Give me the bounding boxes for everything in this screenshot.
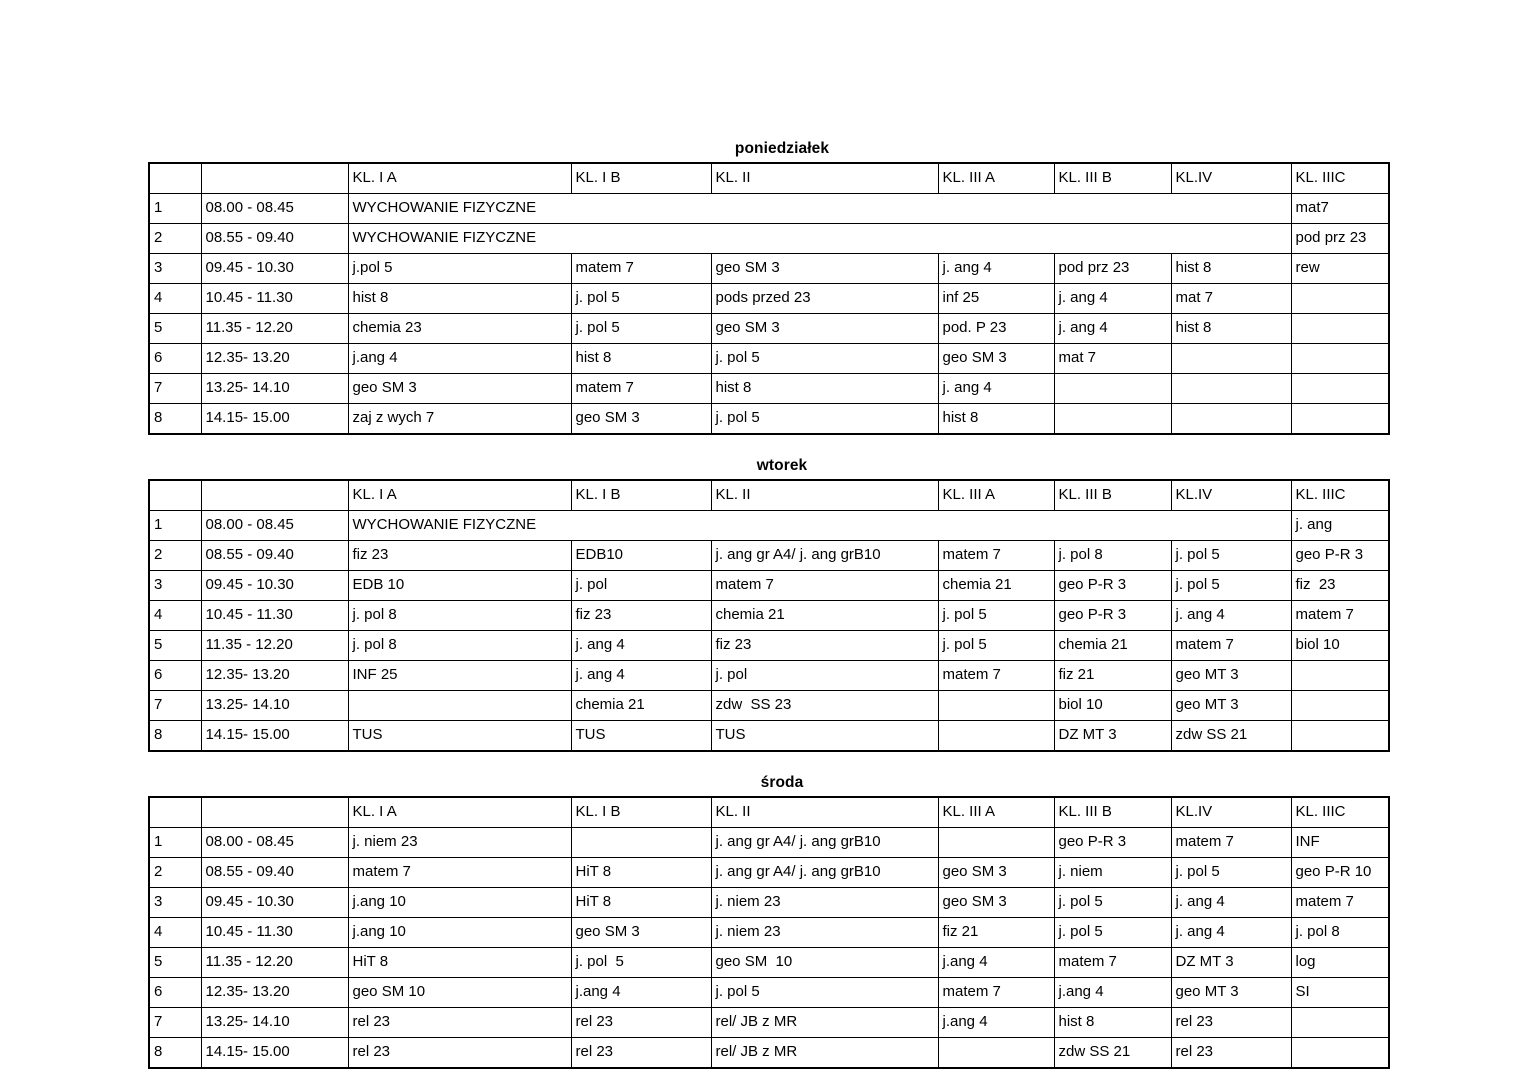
lesson-cell: hist 8 — [571, 344, 711, 374]
lesson-cell — [1171, 344, 1291, 374]
lesson-cell: j.ang 10 — [348, 918, 571, 948]
lesson-cell: j.ang 4 — [938, 948, 1054, 978]
lesson-cell: j. ang 4 — [938, 374, 1054, 404]
table-row — [149, 1038, 1389, 1069]
class-header-0: KL. I A — [348, 480, 571, 511]
merged-lesson-cell: WYCHOWANIE FIZYCZNE — [348, 224, 1291, 254]
period-time: 13.25- 14.10 — [201, 374, 348, 404]
lesson-cell: matem 7 — [938, 978, 1054, 1008]
lesson-cell: j. ang — [1291, 511, 1389, 541]
table-row — [149, 284, 1389, 314]
table-row — [149, 888, 1389, 918]
lesson-cell: TUS — [348, 721, 571, 752]
lesson-cell: rew — [1291, 254, 1389, 284]
period-number: 2 — [149, 224, 201, 254]
lesson-cell: chemia 23 — [348, 314, 571, 344]
lesson-cell: matem 7 — [348, 858, 571, 888]
period-number: 2 — [149, 858, 201, 888]
lesson-cell: j. pol 5 — [1054, 918, 1171, 948]
lesson-cell: chemia 21 — [938, 571, 1054, 601]
period-time: 13.25- 14.10 — [201, 1008, 348, 1038]
lesson-cell: j. pol 5 — [1054, 888, 1171, 918]
lesson-cell: j.ang 4 — [348, 344, 571, 374]
class-header-0: KL. I A — [348, 797, 571, 828]
table-row — [149, 858, 1389, 888]
lesson-cell — [938, 1038, 1054, 1069]
lesson-cell: rel 23 — [571, 1008, 711, 1038]
period-time: 14.15- 15.00 — [201, 721, 348, 752]
lesson-cell: j.ang 4 — [938, 1008, 1054, 1038]
index-header — [149, 480, 201, 511]
period-number: 3 — [149, 571, 201, 601]
lesson-cell: rel/ JB z MR — [711, 1038, 938, 1069]
lesson-cell: geo SM 3 — [711, 254, 938, 284]
lesson-cell — [1291, 374, 1389, 404]
time-header — [201, 480, 348, 511]
lesson-cell: j. pol — [571, 571, 711, 601]
lesson-cell: j. pol 5 — [711, 344, 938, 374]
lesson-cell: fiz 21 — [938, 918, 1054, 948]
lesson-cell: j. niem 23 — [711, 918, 938, 948]
lesson-cell: TUS — [711, 721, 938, 752]
lesson-cell: geo SM 10 — [711, 948, 938, 978]
lesson-cell: j. pol 8 — [348, 601, 571, 631]
lesson-cell: log — [1291, 948, 1389, 978]
table-row — [149, 404, 1389, 435]
class-header-1: KL. I B — [571, 163, 711, 194]
class-header-4: KL. III B — [1054, 480, 1171, 511]
class-header-5: KL.IV — [1171, 163, 1291, 194]
table-row — [149, 661, 1389, 691]
period-time: 08.55 - 09.40 — [201, 858, 348, 888]
lesson-cell — [938, 828, 1054, 858]
lesson-cell: j. pol 5 — [1171, 571, 1291, 601]
class-header-3: KL. III A — [938, 163, 1054, 194]
lesson-cell — [1291, 721, 1389, 752]
period-number: 1 — [149, 828, 201, 858]
period-time: 14.15- 15.00 — [201, 404, 348, 435]
lesson-cell: fiz 23 — [571, 601, 711, 631]
class-header-3: KL. III A — [938, 480, 1054, 511]
lesson-cell — [1291, 344, 1389, 374]
lesson-cell — [571, 828, 711, 858]
period-number: 3 — [149, 254, 201, 284]
lesson-cell: pod. P 23 — [938, 314, 1054, 344]
lesson-cell: j. ang 4 — [1171, 918, 1291, 948]
class-header-1: KL. I B — [571, 480, 711, 511]
period-time: 12.35- 13.20 — [201, 978, 348, 1008]
lesson-cell: j. pol 5 — [711, 404, 938, 435]
period-number: 7 — [149, 1008, 201, 1038]
period-number: 6 — [149, 978, 201, 1008]
lesson-cell: matem 7 — [711, 571, 938, 601]
period-number: 7 — [149, 374, 201, 404]
merged-lesson-cell: WYCHOWANIE FIZYCZNE — [348, 511, 1291, 541]
lesson-cell: geo P-R 3 — [1291, 541, 1389, 571]
lesson-cell: rel 23 — [348, 1008, 571, 1038]
lesson-cell: j. ang 4 — [1054, 284, 1171, 314]
lesson-cell: SI — [1291, 978, 1389, 1008]
lesson-cell: j. ang 4 — [938, 254, 1054, 284]
table-row — [149, 194, 1389, 224]
lesson-cell: hist 8 — [711, 374, 938, 404]
lesson-cell: j. pol 5 — [571, 314, 711, 344]
period-number: 6 — [149, 661, 201, 691]
lesson-cell — [1054, 404, 1171, 435]
lesson-cell: j.ang 4 — [571, 978, 711, 1008]
period-time: 11.35 - 12.20 — [201, 631, 348, 661]
class-header-2: KL. II — [711, 163, 938, 194]
lesson-cell: j. pol 8 — [348, 631, 571, 661]
lesson-cell: j. pol 5 — [938, 601, 1054, 631]
lesson-cell — [1291, 314, 1389, 344]
header-row — [149, 797, 1389, 828]
header-row — [149, 163, 1389, 194]
lesson-cell: rel/ JB z MR — [711, 1008, 938, 1038]
lesson-cell — [1171, 404, 1291, 435]
period-number: 4 — [149, 601, 201, 631]
lesson-cell: j. ang gr A4/ j. ang grB10 — [711, 858, 938, 888]
table-row — [149, 1008, 1389, 1038]
lesson-cell: j. ang 4 — [1171, 888, 1291, 918]
lesson-cell: hist 8 — [1054, 1008, 1171, 1038]
table-row — [149, 254, 1389, 284]
period-time: 11.35 - 12.20 — [201, 314, 348, 344]
index-header — [149, 163, 201, 194]
lesson-cell: biol 10 — [1054, 691, 1171, 721]
lesson-cell: zdw SS 21 — [1054, 1038, 1171, 1069]
lesson-cell: biol 10 — [1291, 631, 1389, 661]
lesson-cell: geo MT 3 — [1171, 691, 1291, 721]
lesson-cell: geo P-R 3 — [1054, 601, 1171, 631]
lesson-cell: j. pol — [711, 661, 938, 691]
lesson-cell: matem 7 — [1291, 888, 1389, 918]
lesson-cell: chemia 21 — [711, 601, 938, 631]
lesson-cell — [1291, 284, 1389, 314]
period-number: 8 — [149, 404, 201, 435]
lesson-cell: geo P-R 3 — [1054, 571, 1171, 601]
lesson-cell: geo SM 3 — [348, 374, 571, 404]
lesson-cell: matem 7 — [1171, 631, 1291, 661]
class-header-0: KL. I A — [348, 163, 571, 194]
lesson-cell: chemia 21 — [1054, 631, 1171, 661]
table-row — [149, 314, 1389, 344]
period-time: 13.25- 14.10 — [201, 691, 348, 721]
lesson-cell: j. pol 5 — [711, 978, 938, 1008]
class-header-4: KL. III B — [1054, 163, 1171, 194]
lesson-cell — [1291, 1008, 1389, 1038]
merged-lesson-cell: WYCHOWANIE FIZYCZNE — [348, 194, 1291, 224]
period-number: 5 — [149, 631, 201, 661]
period-number: 8 — [149, 721, 201, 752]
block-spacer — [148, 752, 1388, 774]
lesson-cell: mat7 — [1291, 194, 1389, 224]
lesson-cell: HiT 8 — [571, 858, 711, 888]
period-time: 08.00 - 08.45 — [201, 511, 348, 541]
lesson-cell: mat 7 — [1171, 284, 1291, 314]
lesson-cell: geo SM 3 — [571, 404, 711, 435]
class-header-6: KL. IIIC — [1291, 797, 1389, 828]
lesson-cell: geo SM 3 — [938, 888, 1054, 918]
header-row — [149, 480, 1389, 511]
period-number: 2 — [149, 541, 201, 571]
lesson-cell: geo MT 3 — [1171, 978, 1291, 1008]
lesson-cell — [1054, 374, 1171, 404]
lesson-cell: j. pol 5 — [1171, 541, 1291, 571]
period-time: 10.45 - 11.30 — [201, 284, 348, 314]
lesson-cell — [1291, 1038, 1389, 1069]
lesson-cell: j.pol 5 — [348, 254, 571, 284]
lesson-cell: matem 7 — [938, 661, 1054, 691]
lesson-cell: mat 7 — [1054, 344, 1171, 374]
day-block-środa — [148, 774, 1388, 1069]
period-time: 09.45 - 10.30 — [201, 571, 348, 601]
lesson-cell: pods przed 23 — [711, 284, 938, 314]
table-row — [149, 828, 1389, 858]
period-time: 10.45 - 11.30 — [201, 918, 348, 948]
table-row — [149, 344, 1389, 374]
table-row — [149, 918, 1389, 948]
period-number: 8 — [149, 1038, 201, 1069]
period-number: 5 — [149, 948, 201, 978]
time-header — [201, 797, 348, 828]
table-row — [149, 224, 1389, 254]
lesson-cell: hist 8 — [938, 404, 1054, 435]
class-header-2: KL. II — [711, 797, 938, 828]
lesson-cell — [1171, 374, 1291, 404]
lesson-cell: rel 23 — [571, 1038, 711, 1069]
lesson-cell: matem 7 — [1171, 828, 1291, 858]
table-row — [149, 374, 1389, 404]
class-header-5: KL.IV — [1171, 797, 1291, 828]
period-time: 12.35- 13.20 — [201, 344, 348, 374]
period-time: 09.45 - 10.30 — [201, 254, 348, 284]
period-time: 08.55 - 09.40 — [201, 541, 348, 571]
lesson-cell: rel 23 — [1171, 1008, 1291, 1038]
lesson-cell: j. pol 8 — [1054, 541, 1171, 571]
period-number: 4 — [149, 284, 201, 314]
table-row — [149, 721, 1389, 752]
lesson-cell: j. ang 4 — [1171, 601, 1291, 631]
table-row — [149, 571, 1389, 601]
period-number: 6 — [149, 344, 201, 374]
class-header-5: KL.IV — [1171, 480, 1291, 511]
lesson-cell: j. ang 4 — [1054, 314, 1171, 344]
timetable-poniedziałek — [148, 162, 1390, 435]
lesson-cell: HiT 8 — [571, 888, 711, 918]
lesson-cell: j. pol 8 — [1291, 918, 1389, 948]
timetable-środa — [148, 796, 1390, 1069]
lesson-cell: geo P-R 3 — [1054, 828, 1171, 858]
day-title: środa — [760, 774, 804, 791]
lesson-cell: zdw SS 21 — [1171, 721, 1291, 752]
period-time: 10.45 - 11.30 — [201, 601, 348, 631]
period-time: 11.35 - 12.20 — [201, 948, 348, 978]
day-title: wtorek — [756, 457, 808, 474]
lesson-cell: rel 23 — [348, 1038, 571, 1069]
lesson-cell: fiz 23 — [1291, 571, 1389, 601]
lesson-cell: j. pol 5 — [938, 631, 1054, 661]
lesson-cell — [1291, 404, 1389, 435]
lesson-cell: hist 8 — [348, 284, 571, 314]
class-header-6: KL. IIIC — [1291, 480, 1389, 511]
lesson-cell: j. niem 23 — [711, 888, 938, 918]
index-header — [149, 797, 201, 828]
lesson-cell — [938, 721, 1054, 752]
lesson-cell: zaj z wych 7 — [348, 404, 571, 435]
lesson-cell: hist 8 — [1171, 254, 1291, 284]
lesson-cell — [1291, 691, 1389, 721]
lesson-cell: j.ang 4 — [1054, 978, 1171, 1008]
period-time: 08.55 - 09.40 — [201, 224, 348, 254]
lesson-cell: DZ MT 3 — [1171, 948, 1291, 978]
lesson-cell: pod prz 23 — [1291, 224, 1389, 254]
table-row — [149, 631, 1389, 661]
lesson-cell: TUS — [571, 721, 711, 752]
period-time: 08.00 - 08.45 — [201, 828, 348, 858]
lesson-cell: matem 7 — [938, 541, 1054, 571]
period-number: 3 — [149, 888, 201, 918]
lesson-cell: j.ang 10 — [348, 888, 571, 918]
period-time: 12.35- 13.20 — [201, 661, 348, 691]
lesson-cell — [1291, 661, 1389, 691]
lesson-cell: j. ang 4 — [571, 631, 711, 661]
block-spacer — [148, 435, 1388, 457]
day-block-wtorek — [148, 457, 1388, 752]
lesson-cell: j. ang gr A4/ j. ang grB10 — [711, 541, 938, 571]
lesson-cell: chemia 21 — [571, 691, 711, 721]
day-block-poniedziałek — [148, 140, 1388, 435]
lesson-cell: geo SM 3 — [938, 344, 1054, 374]
lesson-cell: j. ang 4 — [571, 661, 711, 691]
table-row — [149, 691, 1389, 721]
lesson-cell: geo SM 10 — [348, 978, 571, 1008]
class-header-1: KL. I B — [571, 797, 711, 828]
lesson-cell: matem 7 — [1054, 948, 1171, 978]
lesson-cell: j. niem 23 — [348, 828, 571, 858]
lesson-cell — [938, 691, 1054, 721]
lesson-cell: geo SM 3 — [938, 858, 1054, 888]
lesson-cell: rel 23 — [1171, 1038, 1291, 1069]
lesson-cell: hist 8 — [1171, 314, 1291, 344]
period-number: 7 — [149, 691, 201, 721]
class-header-2: KL. II — [711, 480, 938, 511]
lesson-cell: matem 7 — [1291, 601, 1389, 631]
period-number: 5 — [149, 314, 201, 344]
timetable-sheet — [148, 140, 1388, 1069]
lesson-cell — [348, 691, 571, 721]
table-row — [149, 511, 1389, 541]
lesson-cell: INF — [1291, 828, 1389, 858]
lesson-cell: geo P-R 10 — [1291, 858, 1389, 888]
class-header-6: KL. IIIC — [1291, 163, 1389, 194]
class-header-4: KL. III B — [1054, 797, 1171, 828]
lesson-cell: geo SM 3 — [571, 918, 711, 948]
table-row — [149, 541, 1389, 571]
class-header-3: KL. III A — [938, 797, 1054, 828]
table-row — [149, 948, 1389, 978]
lesson-cell: j. pol 5 — [571, 948, 711, 978]
lesson-cell: matem 7 — [571, 254, 711, 284]
day-title: poniedziałek — [734, 140, 830, 157]
period-number: 1 — [149, 194, 201, 224]
lesson-cell: EDB10 — [571, 541, 711, 571]
lesson-cell: j. pol 5 — [571, 284, 711, 314]
table-row — [149, 601, 1389, 631]
table-row — [149, 978, 1389, 1008]
period-time: 09.45 - 10.30 — [201, 888, 348, 918]
lesson-cell: inf 25 — [938, 284, 1054, 314]
lesson-cell: j. ang gr A4/ j. ang grB10 — [711, 828, 938, 858]
period-time: 08.00 - 08.45 — [201, 194, 348, 224]
lesson-cell: matem 7 — [571, 374, 711, 404]
lesson-cell: j. pol 5 — [1171, 858, 1291, 888]
lesson-cell: DZ MT 3 — [1054, 721, 1171, 752]
period-number: 1 — [149, 511, 201, 541]
lesson-cell: INF 25 — [348, 661, 571, 691]
timetable-wtorek — [148, 479, 1390, 752]
time-header — [201, 163, 348, 194]
lesson-cell: geo MT 3 — [1171, 661, 1291, 691]
lesson-cell: HiT 8 — [348, 948, 571, 978]
period-number: 4 — [149, 918, 201, 948]
lesson-cell: fiz 21 — [1054, 661, 1171, 691]
lesson-cell: fiz 23 — [711, 631, 938, 661]
lesson-cell: EDB 10 — [348, 571, 571, 601]
lesson-cell: zdw SS 23 — [711, 691, 938, 721]
lesson-cell: pod prz 23 — [1054, 254, 1171, 284]
lesson-cell: fiz 23 — [348, 541, 571, 571]
lesson-cell: geo SM 3 — [711, 314, 938, 344]
lesson-cell: j. niem — [1054, 858, 1171, 888]
period-time: 14.15- 15.00 — [201, 1038, 348, 1069]
